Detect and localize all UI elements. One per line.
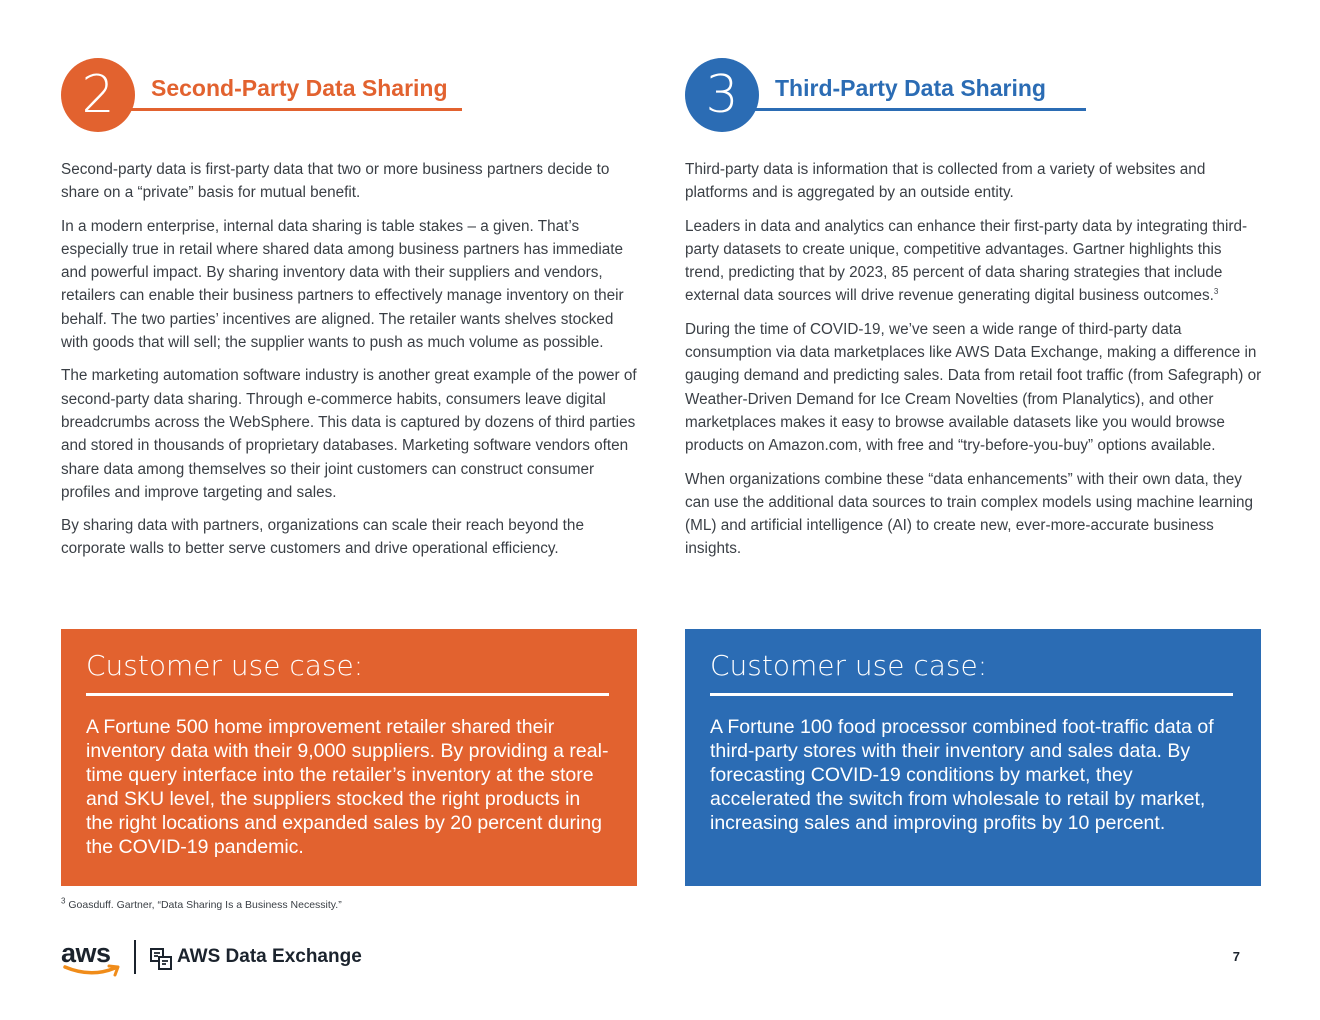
- customer-use-case-box: [685, 629, 1261, 886]
- case-text: A Fortune 500 home improvement retailer shared their inventory data with their 9,000 suppliers. By providing a real-time query interface into the retailer’s inventory at the store and SKU level, the suppliers stocked the right products in the right locations and expanded sales by 20 percent during the COVID-19 pandemic.: [86, 716, 609, 858]
- footnote-marker: 3: [61, 896, 66, 906]
- paragraph: Second-party data is first-party data that two or more business partners decide to share on a “private” basis for mutual benefit.: [61, 161, 610, 202]
- paragraph: The marketing automation software industry is another great example of the power of second-party data sharing. Through e-commerce habits, consumers leave digital breadcrumbs across the WebSphere. This data is captured by dozens of third parties and stored in thousands of proprietary databases. Marketing software vendors often share data among themselves so their joint customers can construct consumer profiles and improve targeting and sales.: [61, 367, 637, 501]
- footer-divider: [134, 940, 136, 974]
- section-heading: [61, 58, 638, 134]
- section-title: Third-Party Data Sharing: [775, 75, 1046, 101]
- section-body: [61, 158, 638, 561]
- section-heading: [685, 58, 1262, 134]
- page-footer: [61, 936, 1261, 980]
- paragraph: In a modern enterprise, internal data sharing is table stakes – a given. That’s especially true in retail where shared data among business partners has immediate and powerful impact. By sharing inventory data with their suppliers and vendors, retailers can enable their business partners to effectively manage inventory on their behalf. The two parties’ incentives are aligned. The retailer wants shelves stocked with goods that will sell; the supplier wants to push as much volume as possible.: [61, 217, 624, 352]
- section-body: [685, 158, 1262, 561]
- product-name: AWS Data Exchange: [177, 946, 362, 967]
- paragraph: Third-party data is information that is collected from a variety of websites and platforms and is aggregated by an outside entity.: [685, 161, 1206, 202]
- data-exchange-icon: [150, 948, 172, 970]
- aws-logo: [61, 938, 121, 978]
- aws-wordmark: aws: [61, 938, 111, 968]
- case-text: A Fortune 100 food processor combined foot-traffic data of third-party stores with their inventory and sales data. By forecasting COVID-19 conditions by market, they accelerated the switch from wholesale to retail by market, increasing sales and improving profits by 10 percent.: [710, 716, 1214, 834]
- heading-underline: [127, 108, 462, 111]
- paragraph: During the time of COVID-19, we’ve seen a wide range of third-party data consumption via data marketplaces like AWS Data Exchange, making a difference in gauging demand and predicting sales. Data from retail foot traffic (from Safegraph) or Weather-Driven Demand for Ice Cream Novelties (from Planalytics), and other marketplaces makes it easy to browse available datasets like you would browse products on Amazon.com, with free and “try-before-you-buy” options available.: [685, 320, 1262, 455]
- paragraph: By sharing data with partners, organizations can scale their reach beyond the corporate walls to better serve customers and drive operational efficiency.: [61, 517, 584, 558]
- paragraph: When organizations combine these “data enhancements” with their own data, they can use the additional data sources to train complex models using machine learning (ML) and artificial intelligence (AI) to create new, ever-more-accurate business insights.: [685, 470, 1254, 558]
- aws-smile-icon: [63, 964, 121, 978]
- footnote: [61, 896, 342, 911]
- section-second-party: [61, 58, 638, 571]
- footnote-text: Goasduff. Gartner, “Data Sharing Is a Business Necessity.”: [65, 899, 342, 911]
- customer-use-case-box: [61, 629, 637, 886]
- case-title: Customer use case:: [86, 649, 609, 696]
- section-number-badge: 2: [61, 58, 135, 132]
- section-number-badge: 3: [685, 58, 759, 132]
- paragraph-text: Leaders in data and analytics can enhance their first-party data by integrating third-party datasets to create unique, competitive advantages. Gartner highlights this trend, predicting that by 2023, 85 percent of data sharing strategies that include external data sources will drive revenue generating digital business outcomes.: [685, 217, 1248, 305]
- paragraph: [685, 215, 1262, 308]
- section-third-party: [685, 58, 1262, 571]
- footnote-reference: 3: [1213, 287, 1219, 297]
- section-title: Second-Party Data Sharing: [151, 75, 448, 101]
- heading-underline: [751, 108, 1086, 111]
- case-title: Customer use case:: [710, 649, 1233, 696]
- page-number: 7: [1232, 949, 1240, 964]
